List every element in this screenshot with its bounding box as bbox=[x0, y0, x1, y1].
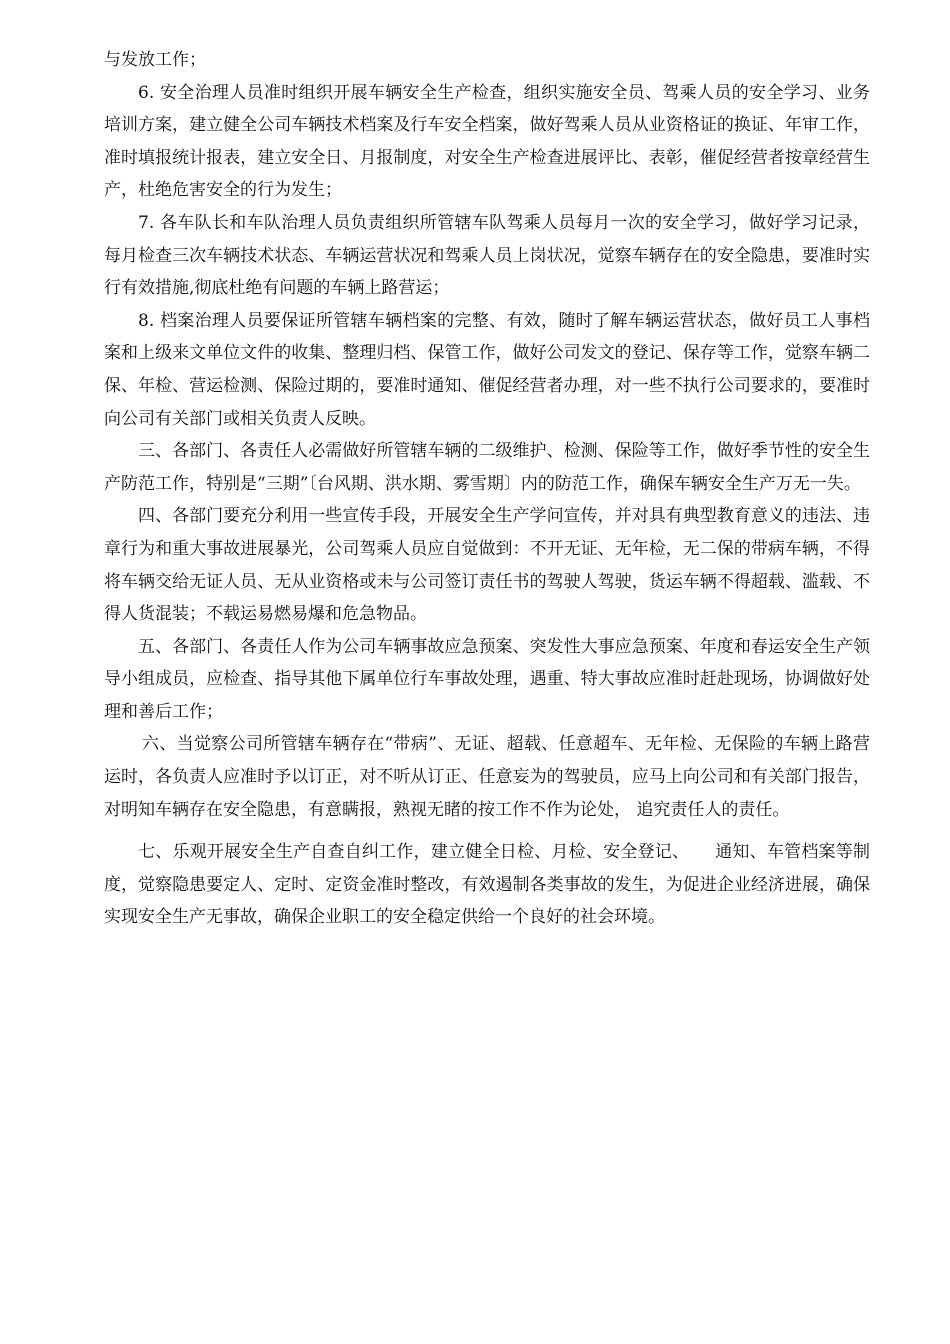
paragraph-section-7: 七、乐观开展安全生产自查自纠工作，建立健全日检、月检、安全登记、 通知、车管档案等制度，觉察隐患要定人、定时、定资金准时整改，有效遏制各类事故的发生，为促进企业经济进展，确保实现安全生产无事故，确保企业职工的安全稳定供给一个良好的社会环境。 bbox=[104, 842, 870, 928]
paragraph-item-7: 7. 各车队长和车队治理人员负责组织所管辖车队驾乘人员每月一次的安全学习，做好学习记录，每月检查三次车辆技术状态、车辆运营状况和驾乘人员上岗状况，觉察车辆存在的安全隐患，要准时实行有效措施,彻底杜绝有问题的车辆上路营运； bbox=[104, 212, 870, 299]
paragraph-section-4: 四、各部门要充分利用一些宣传手段，开展安全生产学问宣传，并对具有典型教育意义的违法、违章行为和重大事故进展暴光，公司驾乘人员应自觉做到：不开无证、无年检，无二保的带病车辆，不得将车辆交给无证人员、无从业资格或未与公司签订责任书的驾驶人驾驶，货运车辆不得超载、滥载、不得人货混装；不载运易燃易爆和危急物品。 bbox=[104, 506, 870, 625]
paragraph-section-5: 五、各部门、各责任人作为公司车辆事故应急预案、突发性大事应急预案、年度和春运安全生产领导小组成员，应检查、指导其他下属单位行车事故处理，遇重、特大事故应准时赶赴现场，协调做好处理和善后工作； bbox=[104, 636, 870, 722]
paragraph-continuation: 与发放工作； bbox=[104, 50, 206, 70]
paragraph-section-6: 六、当觉察公司所管辖车辆存在“带病”、无证、超载、任意超车、无年检、无保险的车辆上路营运时，各负责人应准时予以订正，对不听从订正、任意妄为的驾驶员，应马上向公司和有关部门报告，对明知车辆存在安全隐患，有意瞒报，熟视无睹的按工作不作为论处， 追究责任人的责任。 bbox=[104, 734, 870, 820]
paragraph-item-6: 6. 安全治理人员准时组织开展车辆安全生产检查，组织实施安全员、驾乘人员的安全学习、业务培训方案，建立健全公司车辆技术档案及行车安全档案，做好驾乘人员从业资格证的换证、年审工作，准时填报统计报表，建立安全日、月报制度，对安全生产检查进展评比、表彰，催促经营者按章经营生产，杜绝危害安全的行为发生； bbox=[104, 82, 870, 201]
document-body bbox=[104, 44, 870, 934]
paragraph-item-8: 8. 档案治理人员要保证所管辖车辆档案的完整、有效，随时了解车辆运营状态，做好员工人事档案和上级来文单位文件的收集、整理归档、保管工作，做好公司发文的登记、保存等工作，觉察车辆二保、年检、营运检测、保险过期的，要准时通知、催促经营者办理，对一些不执行公司要求的，要准时向公司有关部门或相关负责人反映。 bbox=[104, 310, 870, 429]
paragraph-section-3: 三、各部门、各责任人必需做好所管辖车辆的二级维护、检测、保险等工作，做好季节性的安全生产防范工作，特别是“三期”〔台风期、洪水期、雾雪期〕内的防范工作，确保车辆安全生产万无一失。 bbox=[104, 441, 870, 494]
